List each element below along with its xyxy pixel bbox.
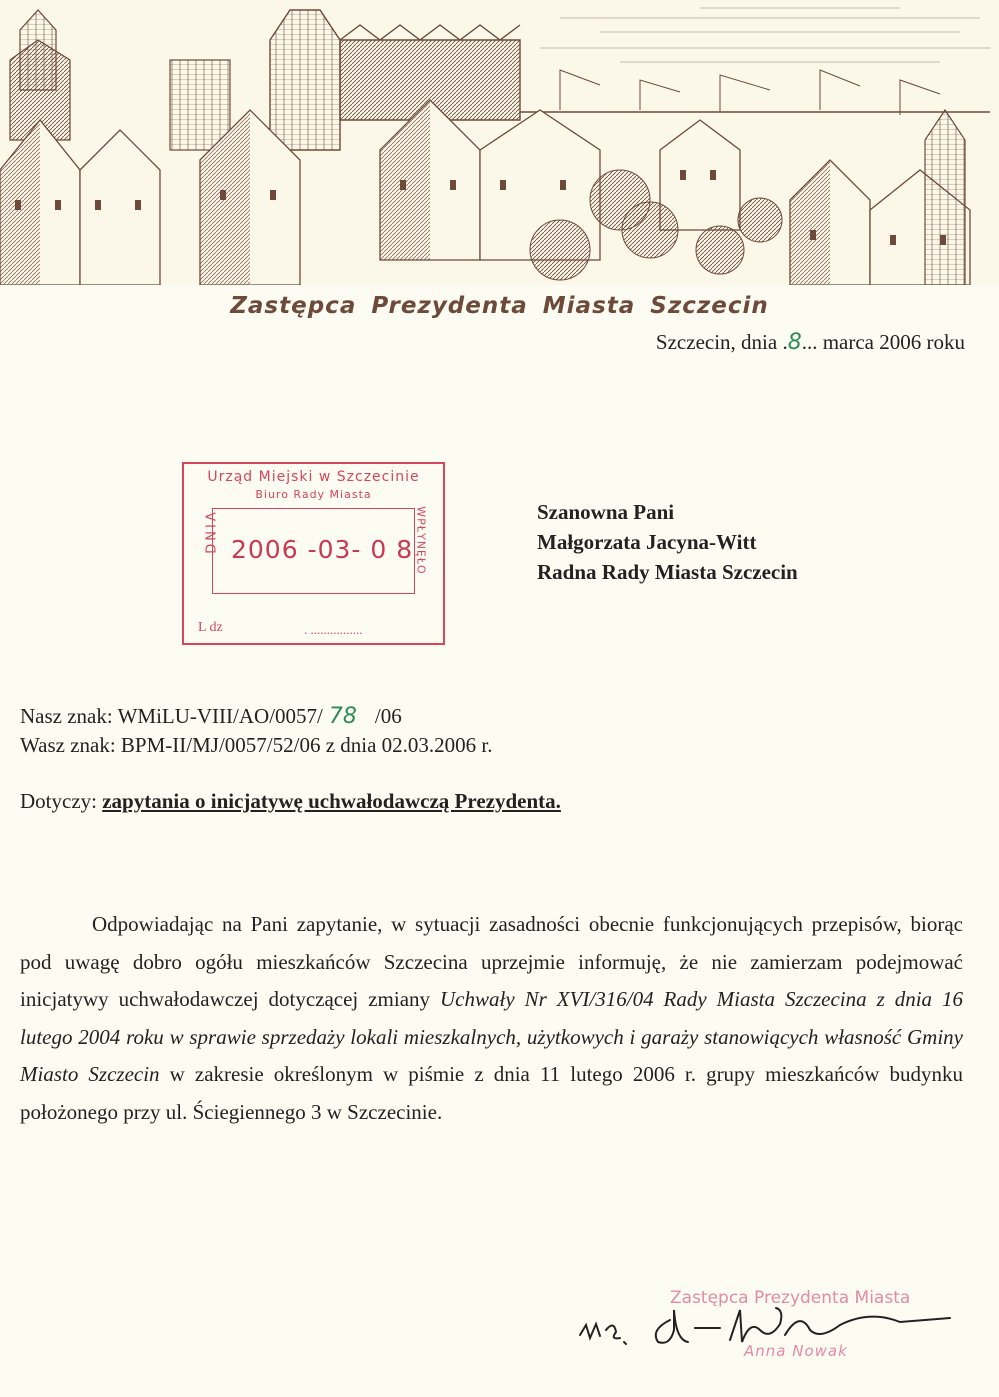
our-reference-prefix: Nasz znak: WMiLU-VIII/AO/0057/ [20, 704, 323, 728]
date-prefix: Szczecin, dnia . [655, 330, 788, 354]
signature-stamp-name: Anna Nowak [744, 1342, 848, 1360]
recipient-name: Małgorzata Jacyna-Witt [537, 530, 757, 554]
our-reference-number-handwritten: 78 [328, 704, 357, 729]
recipient-block [537, 497, 798, 587]
stamp-date-box [212, 508, 415, 594]
body-part2: w zakresie określonym w piśmie z dnia 11 lutego 2006 r. grupy mieszkańców budynku położonego przy ul. Ściegiennego 3 w Szczecinie. [20, 1062, 964, 1124]
office-title: Zastępca Prezydenta Miasta Szczecin [230, 293, 769, 319]
reference-block [20, 702, 493, 760]
stamp-bureau-name: Biuro Rady Miasta [255, 488, 372, 501]
subject-label: Dotyczy: [20, 789, 97, 813]
signature-stamp-title: Zastępca Prezydenta Miasta [670, 1288, 911, 1308]
letter-date [656, 330, 965, 355]
body-resolution-title: Uchwały Nr XVI/316/04 Rady Miasta Szczecina z dnia 16 lutego 2004 roku w sprawie sprzedaży lokali mieszkalnych, użytkowych i garaży stanowiących własność Gminy Miasto Szczecin [20, 987, 964, 1086]
received-stamp [182, 462, 445, 645]
our-reference [20, 702, 493, 731]
recipient-role: Radna Rady Miasta Szczecin [537, 560, 798, 584]
city-skyline-illustration [0, 0, 999, 285]
stamp-dnia-label: DNIA [204, 509, 220, 554]
body-part1: Odpowiadając na Pani zapytanie, w sytuacji zasadności obecnie funkcjonujących przepisów, biorąc pod uwagę dobro ogółu mieszkańców Szczecina uprzejmie informuję, że nie zamierzam podejmować inicjatywy uchwałodawczej dotyczącej zmiany [20, 912, 963, 1011]
recipient-salutation: Szanowna Pani [537, 500, 675, 524]
stamp-office-name: Urząd Miejski w Szczecinie [207, 469, 420, 485]
signature-block [570, 1280, 990, 1390]
stamp-dots: . ................ [304, 622, 363, 637]
stamp-date: 2006 -03- 0 8 [231, 535, 414, 564]
your-reference: Wasz znak: BPM-II/MJ/0057/52/06 z dnia 02.03.2006 r. [20, 733, 493, 757]
stamp-received-label: WPŁYNĘŁO [414, 506, 428, 575]
subject-line [20, 789, 561, 814]
date-day-handwritten: 8 [787, 330, 802, 355]
stamp-ldz-label: L dz [198, 620, 223, 635]
subject-text: zapytania o inicjatywę uchwałodawczą Prezydenta. [102, 789, 561, 813]
letter-body [20, 906, 963, 1131]
date-suffix: ... marca 2006 roku [801, 330, 965, 354]
our-reference-suffix: /06 [374, 704, 402, 728]
